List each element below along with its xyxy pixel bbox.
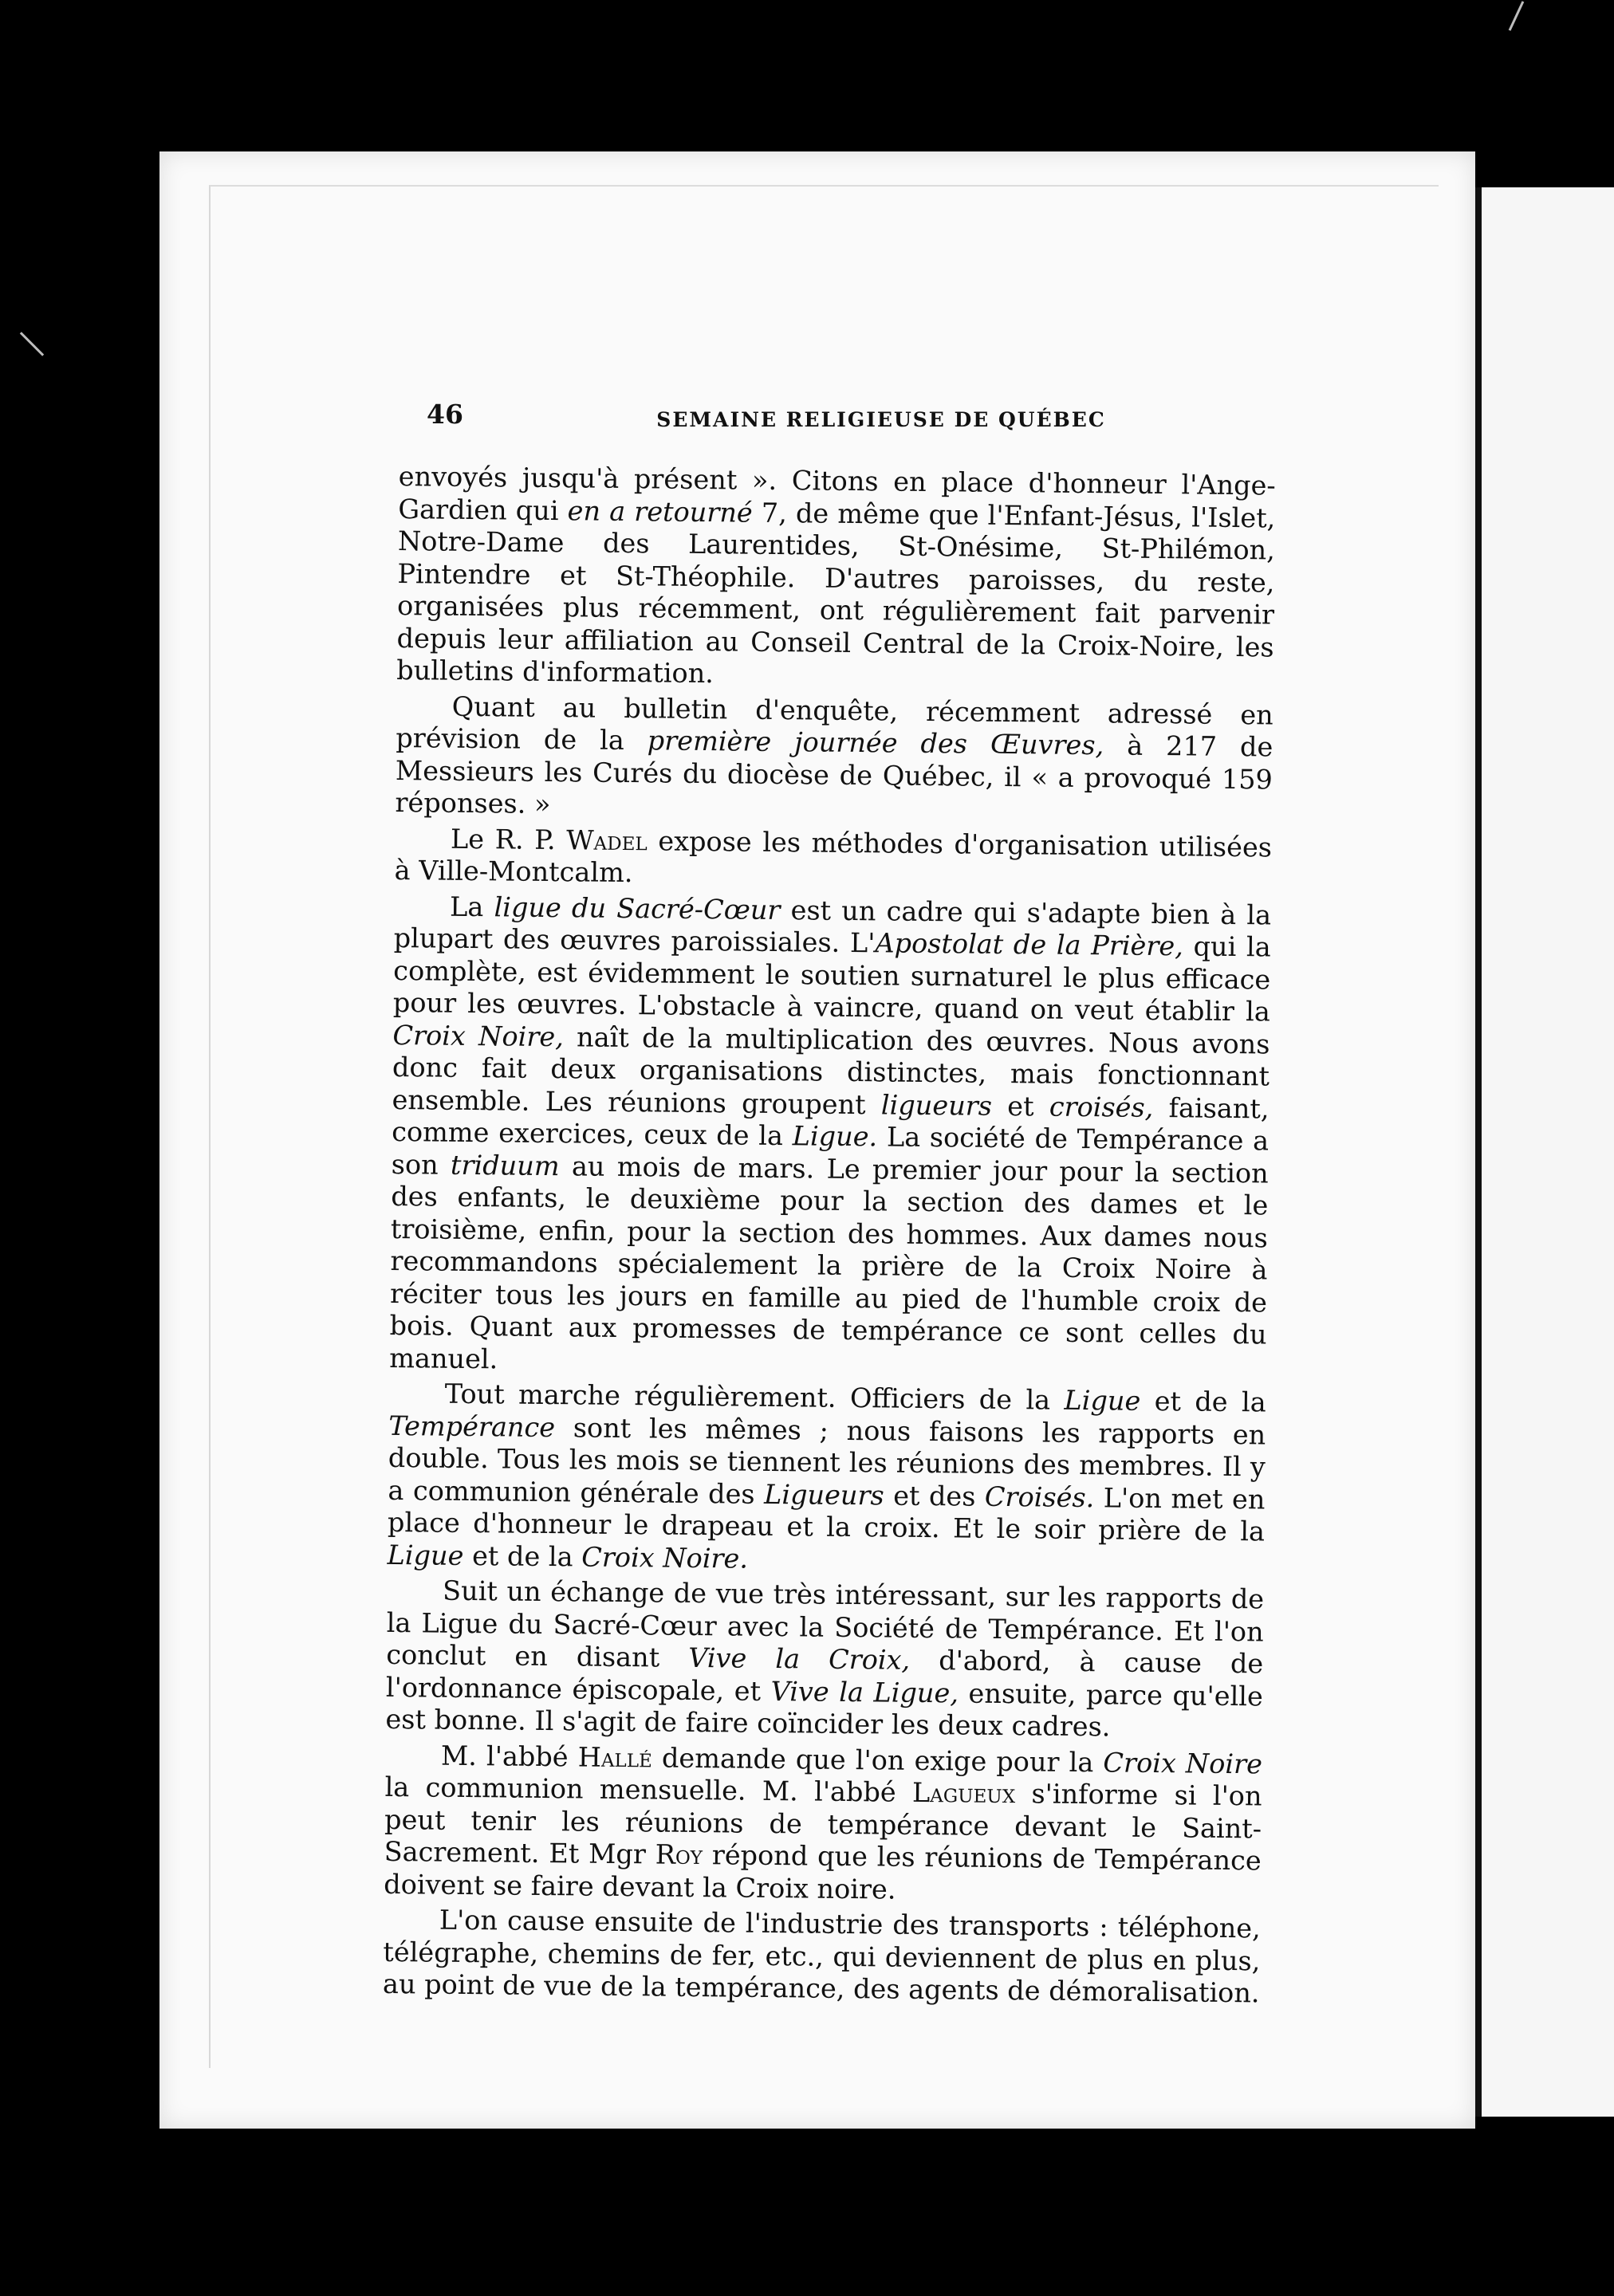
text-run: La société de Tempérance a son bbox=[391, 1121, 1270, 1181]
small-caps-name: Hallé bbox=[577, 1740, 653, 1773]
film-scratch bbox=[1509, 1, 1525, 31]
text-run: sont les mêmes ; nous faisons les rapports en double. Tous les mois se tiennent les réunions des membres. Il y a communion générale des bbox=[388, 1411, 1266, 1510]
text-run: répond que les réunions de Tempérance doivent se faire devant la Croix noire. bbox=[384, 1839, 1262, 1905]
text-run: qui la complète, est évidemment le soutien surnaturel le plus efficace pour les œuvres. L'obstacle à vaincre, quand on veut établir la bbox=[392, 930, 1271, 1028]
text-run: 7, de même que l'Enfant-Jésus, l'Islet, Notre-Dame des Laurentides, St-Onésime, St-Philémon, Pintendre et St-Théophile. D'autres paroisses, du reste, organisées plus récemment, ont régulièrement fait parvenir depuis leur affiliation au Conseil Central de la Croix-Noire, les bulletins d'information. bbox=[396, 497, 1276, 690]
italic-text: triduum bbox=[450, 1149, 560, 1181]
text-run: Le R. P. bbox=[450, 823, 567, 855]
small-caps-name: Roy bbox=[655, 1838, 703, 1871]
text-run: Suit un échange de vue très intéressant, sur les rapports de la Ligue du Sacré-Cœur avec la Société de Tempérance. Et l'on conclut en disant bbox=[386, 1575, 1265, 1673]
small-caps-name: Wadel bbox=[566, 824, 648, 856]
italic-text: Croix Noire, bbox=[392, 1019, 565, 1052]
italic-text: Ligue bbox=[387, 1539, 464, 1571]
text-run: envoyés jusqu'à présent ». Citons en place d'honneur l'Ange-Gardien qui bbox=[398, 461, 1276, 526]
text-run: s'informe si l'on peut tenir les réunions de tempérance devant le Saint-Sacrement. Et Mgr bbox=[384, 1778, 1262, 1870]
text-run: expose les méthodes d'organisation utilisées à Ville-Montcalm. bbox=[394, 824, 1273, 889]
paragraph bbox=[394, 822, 1272, 896]
italic-text: en a retourné bbox=[567, 494, 753, 529]
italic-text: Croisés. bbox=[984, 1480, 1095, 1513]
text-run: au mois de mars. Le premier jour pour la section des enfants, le deuxième pour la section des dames et le troisième, enfin, pour la section des hommes. Aux dames nous recommandons spécialement la prière de la Croix Noire à réciter tous les jours en famille au pied de l'humble croix de bois. Quant aux promesses de tempérance ce sont celles du manuel. bbox=[389, 1150, 1269, 1374]
small-caps-name: Lagueux bbox=[911, 1776, 1016, 1810]
text-run: M. l'abbé bbox=[440, 1740, 578, 1772]
text-run: Tout marche régulièrement. Officiers de la bbox=[444, 1378, 1065, 1416]
page-number: 46 bbox=[427, 399, 463, 430]
paragraph bbox=[387, 1378, 1266, 1581]
italic-text: Croix Noire. bbox=[581, 1540, 749, 1575]
italic-text: Apostolat de la Prière, bbox=[875, 927, 1184, 962]
italic-text: Ligueurs bbox=[763, 1478, 884, 1511]
italic-text: Ligue. bbox=[792, 1120, 878, 1153]
italic-text: Ligue bbox=[1064, 1384, 1141, 1417]
text-run: et bbox=[991, 1090, 1050, 1122]
text-run: et de la bbox=[1140, 1385, 1266, 1418]
italic-text: ligue du Sacré-Cœur bbox=[494, 890, 781, 926]
italic-text: Vive la Ligue, bbox=[770, 1675, 959, 1708]
text-run: faisant, comme exercices, ceux de la bbox=[391, 1091, 1270, 1152]
body-text bbox=[383, 461, 1276, 2013]
running-head: SEMAINE RELIGIEUSE DE QUÉBEC bbox=[656, 408, 1106, 431]
paragraph bbox=[396, 461, 1276, 696]
italic-text: première journée des Œuvres, bbox=[647, 725, 1104, 761]
text-run: La bbox=[449, 890, 494, 922]
paragraph bbox=[389, 890, 1271, 1383]
film-scratch bbox=[20, 332, 44, 356]
italic-text: Tempérance bbox=[388, 1409, 556, 1443]
italic-text: croisés, bbox=[1049, 1091, 1154, 1123]
paragraph bbox=[395, 690, 1273, 828]
text-run: Quant au bulletin d'enquête, récemment adressé en prévision de la bbox=[396, 690, 1273, 757]
text-run: d'abord, à cause de l'ordonnance épiscopale, et bbox=[385, 1644, 1264, 1707]
paragraph bbox=[385, 1575, 1264, 1745]
page-header bbox=[427, 399, 1276, 446]
text-run: demande que l'on exige pour la bbox=[652, 1741, 1104, 1778]
text-run: et de la bbox=[463, 1539, 582, 1572]
text-run: est un cadre qui s'adapte bien à la plupart des œuvres paroissiales. L' bbox=[393, 894, 1272, 959]
text-run: L'on cause ensuite de l'industrie des transports : téléphone, télégraphe, chemins de fer, etc., qui deviennent de plus en plus, au point de vue de la tempérance, des agents de démoralisation. bbox=[382, 1904, 1261, 2009]
italic-text: Vive la Croix, bbox=[688, 1641, 911, 1676]
facing-page-gutter bbox=[1475, 187, 1482, 2117]
paragraph bbox=[384, 1739, 1262, 1909]
text-run: la communion mensuelle. M. l'abbé bbox=[384, 1771, 913, 1808]
text-run: à 217 de Messieurs les Curés du diocèse de Québec, il « a provoqué 159 réponses. » bbox=[395, 729, 1273, 820]
text-run: L'on met en place d'honneur le drapeau et la croix. Et le soir prière de la bbox=[387, 1481, 1266, 1547]
paragraph bbox=[383, 1904, 1261, 2010]
italic-text: Croix Noire bbox=[1103, 1746, 1263, 1779]
text-run: et des bbox=[884, 1479, 986, 1512]
text-run: naît de la multiplication des œuvres. Nous avons donc fait deux organisations distinctes, mais fonctionnant ensemble. Les réunions groupent bbox=[392, 1020, 1270, 1120]
text-run: ensuite, parce qu'elle est bonne. Il s'agit de faire coïncider les deux cadres. bbox=[385, 1677, 1264, 1743]
italic-text: ligueurs bbox=[880, 1088, 993, 1122]
